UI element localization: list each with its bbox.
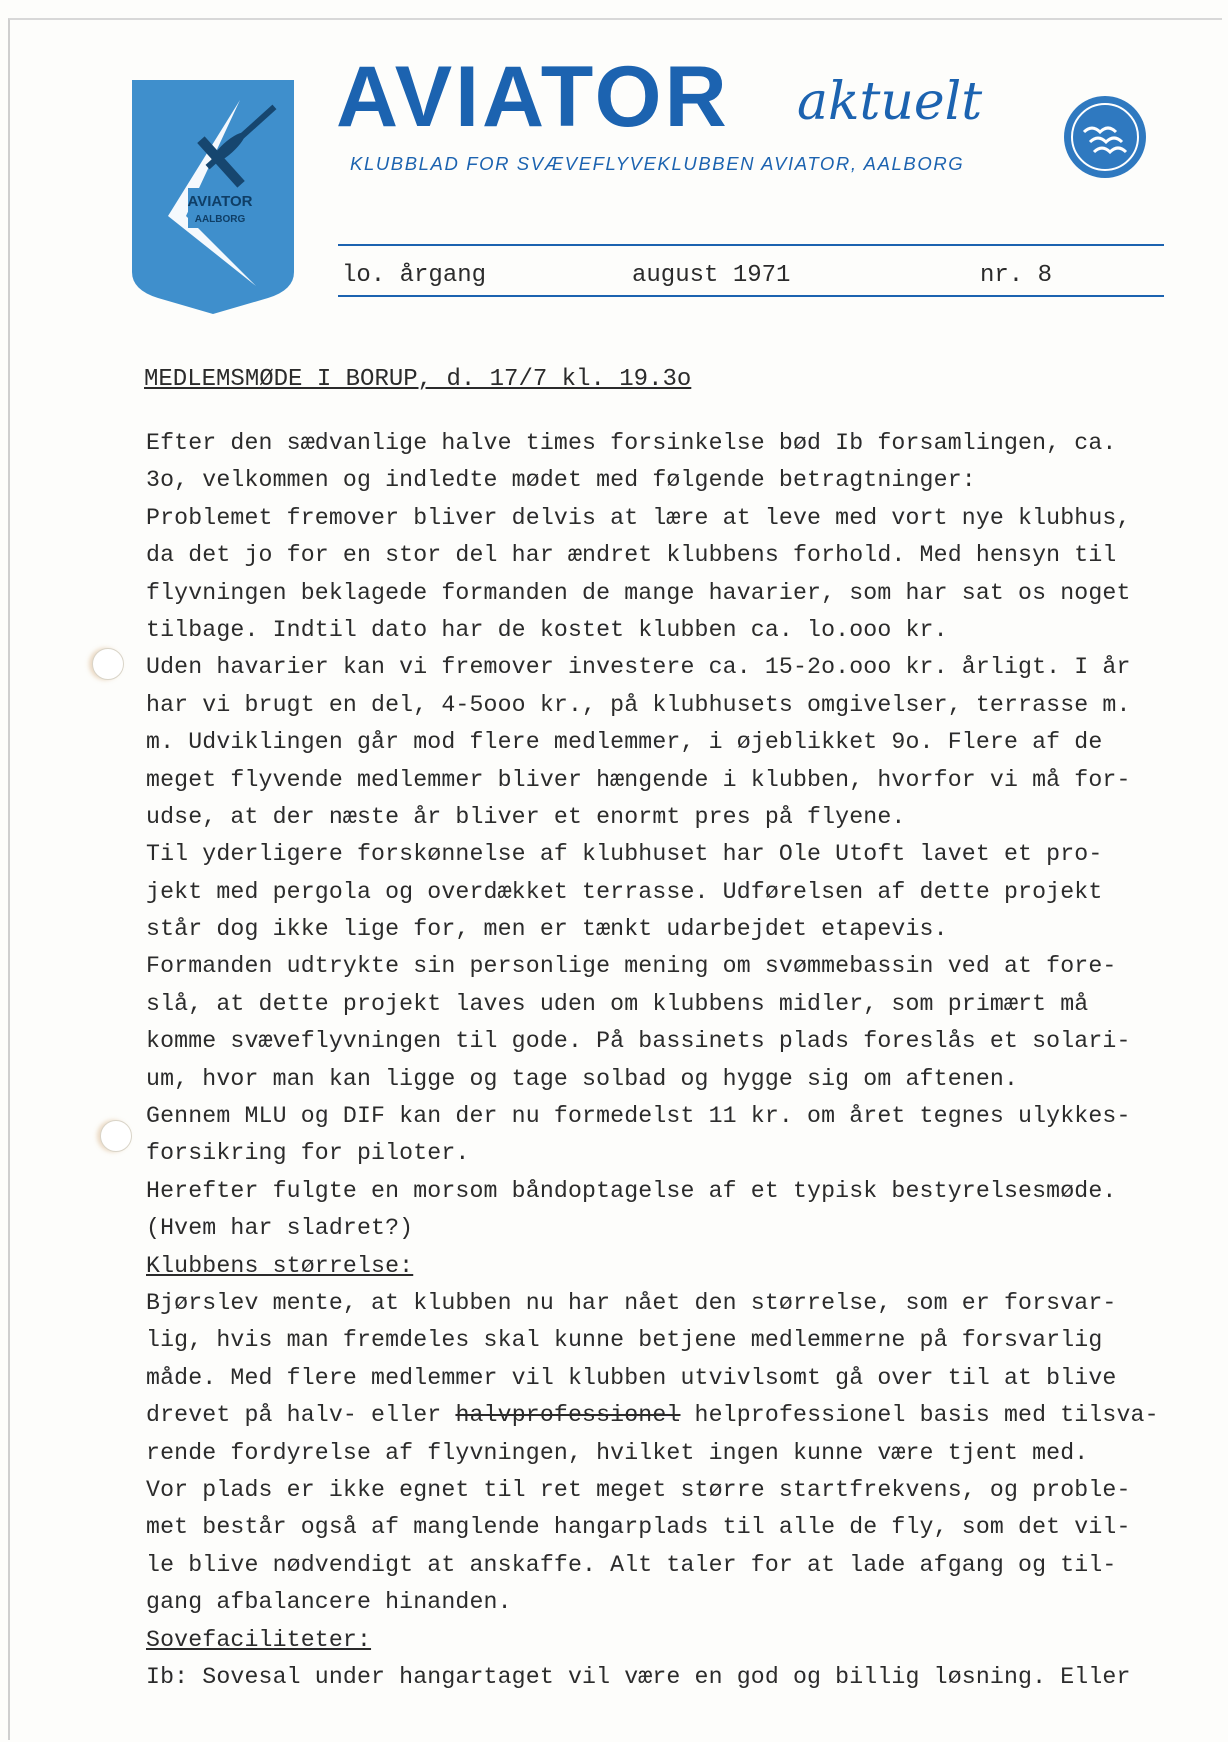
body-line: Problemet fremover bliver delvis at lære at leve med vort nye klubhus,: [146, 504, 1131, 531]
club-seal-icon: [1062, 94, 1148, 180]
issue-volume: lo. årgang: [342, 262, 487, 289]
issue-number: nr. 8: [980, 262, 1053, 289]
body-line: jekt med pergola og overdækket terrasse. Udførelsen af dette projekt: [146, 878, 1103, 905]
section-heading-klubbens-storrelse: Klubbens størrelse:: [146, 1252, 414, 1279]
body-line: (Hvem har sladret?): [146, 1215, 414, 1242]
body-line: komme svæveflyvningen til gode. På bassinets plads foreslås et solari-: [146, 1028, 1131, 1055]
body-line: 3o, velkommen og indledte mødet med følgende betragtninger:: [146, 467, 976, 494]
body-line: le blive nødvendigt at anskaffe. Alt taler for at lade afgang og til-: [146, 1551, 1117, 1578]
logo-text-line1: AVIATOR: [187, 193, 253, 210]
body-line: tilbage. Indtil dato har de kostet klubben ca. lo.ooo kr.: [146, 616, 948, 643]
body-line: da det jo for en stor del har ændret klubbens forhold. Med hensyn til: [146, 542, 1117, 569]
logo-text-line2: AALBORG: [194, 214, 246, 225]
masthead-title: AVIATOR: [336, 49, 730, 145]
body-line: står dog ikke lige for, men er tænkt udarbejdet etapevis.: [146, 916, 948, 943]
body-line: udse, at der næste år bliver et enormt pres på flyene.: [146, 803, 906, 830]
body-text: drevet på halv- eller: [146, 1402, 456, 1429]
body-line: gang afbalancere hinanden.: [146, 1589, 512, 1616]
article-title: MEDLEMSMØDE I BORUP, d. 17/7 kl. 19.3o: [144, 366, 692, 393]
body-line: Efter den sædvanlige halve times forsinkelse bød Ib forsamlingen, ca.: [146, 430, 1117, 456]
body-line: lig, hvis man fremdeles skal kunne betjene medlemmerne på forsvarlig: [146, 1327, 1103, 1354]
body-line: m. Udviklingen går mod flere medlemmer, i øjeblikket 9o. Flere af de: [146, 729, 1103, 756]
section-heading-sovefaciliteter: Sovefaciliteter:: [146, 1626, 372, 1653]
body-line: Uden havarier kan vi fremover investere ca. 15-2o.ooo kr. årligt. I år: [146, 654, 1131, 681]
struck-out-word: halvprofessionel: [455, 1402, 681, 1429]
body-line: Vor plads er ikke egnet til ret meget større startfrekvens, og proble-: [146, 1476, 1131, 1503]
body-line: slå, at dette projekt laves uden om klubbens midler, som primært må: [146, 990, 1089, 1017]
body-line: rende fordyrelse af flyvningen, hvilket ingen kunne være tjent med.: [146, 1439, 1089, 1466]
body-line: meget flyvende medlemmer bliver hængende i klubben, hvorfor vi må for-: [146, 766, 1131, 793]
body-line: um, hvor man kan ligge og tage solbad og hygge sig om aftenen.: [146, 1065, 1019, 1092]
article-body: [146, 425, 1226, 1696]
body-line: Gennem MLU og DIF kan der nu formedelst 11 kr. om året tegnes ulykkes-: [146, 1103, 1131, 1130]
aviator-shield-logo: [128, 76, 298, 316]
body-line: Bjørslev mente, at klubben nu har nået den størrelse, som er forsvar-: [146, 1289, 1117, 1316]
body-line: met består også af manglende hangarplads til alle de fly, som det vil-: [146, 1514, 1131, 1541]
body-line: Herefter fulgte en morsom båndoptagelse af et typisk bestyrelsesmøde.: [146, 1177, 1117, 1204]
masthead-subtitle: KLUBBLAD FOR SVÆVEFLYVEKLUBBEN AVIATOR, AALBORG: [350, 153, 965, 174]
body-line: måde. Med flere medlemmer vil klubben utvivlsomt gå over til at blive: [146, 1364, 1117, 1391]
body-line: flyvningen beklagede formanden de mange havarier, som har sat os noget: [146, 579, 1131, 606]
body-line-with-strikeout: [146, 1397, 1226, 1434]
punch-hole: [100, 1120, 132, 1152]
body-line: Ib: Sovesal under hangartaget vil være en god og billig løsning. Eller: [146, 1663, 1131, 1690]
body-line: har vi brugt en del, 4-5ooo kr., på klubhusets omgivelser, terrasse m.: [146, 691, 1131, 718]
body-line: forsikring for piloter.: [146, 1140, 470, 1167]
header-rule-top: [338, 244, 1164, 246]
punch-hole: [92, 648, 124, 680]
body-text: helprofessionel basis med tilsva-: [680, 1402, 1159, 1429]
header-rule-bottom: [338, 295, 1164, 297]
masthead-script: aktuelt: [797, 72, 983, 132]
body-line: Til yderligere forskønnelse af klubhuset har Ole Utoft lavet et pro-: [146, 841, 1103, 868]
issue-date: august 1971: [632, 262, 791, 289]
body-line: Formanden udtrykte sin personlige mening om svømmebassin ved at fore-: [146, 953, 1117, 980]
